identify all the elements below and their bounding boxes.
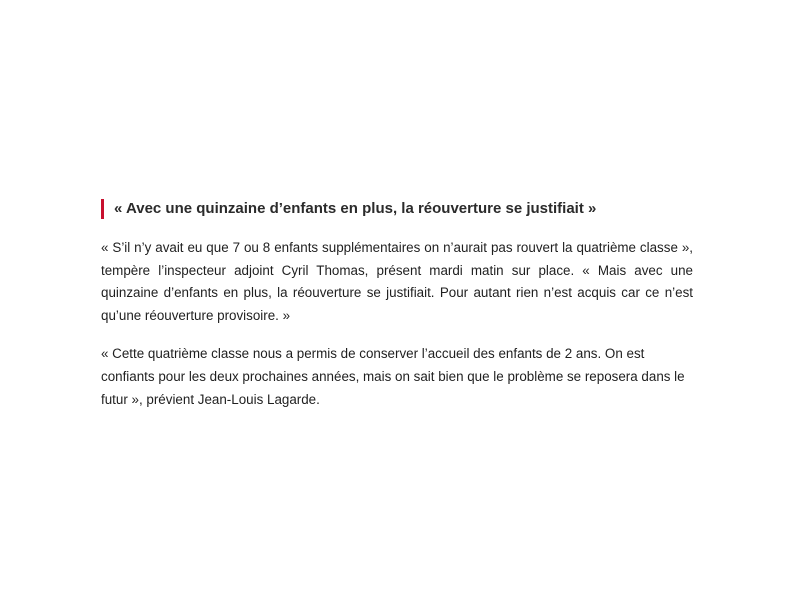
subheading-accent-bar: [101, 199, 104, 219]
paragraph-1: « S’il n’y avait eu que 7 ou 8 enfants supplémentaires on n’aurait pas rouvert la quatrième classe », tempère l’inspecteur adjoint Cyril Thomas, présent mardi matin sur place. « Mais avec une quinzaine d’enfants en plus, la réouverture se justifiait. Pour autant rien n’est acquis car ce n’est qu’une réouverture provisoire. »: [101, 240, 693, 323]
subheading-text: « Avec une quinzaine d’enfants en plus, la réouverture se justifiait »: [114, 200, 597, 217]
article-subheading: [101, 198, 693, 220]
paragraph-2: « Cette quatrième classe nous a permis de conserver l’accueil des enfants de 2 ans. On est confiants pour les deux prochaines années, mais on sait bien que le problème se reposera dans le futur », prévient Jean-Louis Lagarde.: [101, 346, 685, 407]
article-body: [101, 198, 693, 427]
